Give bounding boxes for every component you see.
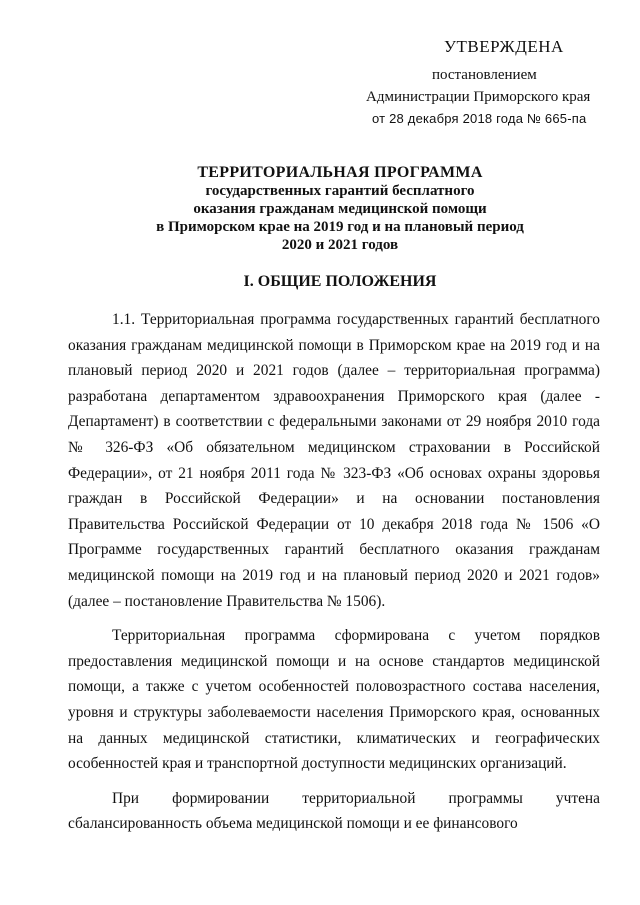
approval-line-resolution: постановлением <box>432 67 537 83</box>
paragraph-2: Территориальная программа сформирована с учетом порядков предоставления медицинской помощи и на основе стандартов медицинской помощи, а также с учетом особенностей половозрастного состава населения, уровня и структуры заболеваемости населения Приморского края, основанных на данных медицинской статистики, климатических и географических особенностей края и транспортной доступности медицинских организаций. <box>68 627 600 773</box>
paragraph-3: При формировании территориальной программы учтена сбалансированность объема медицинской помощи и ее финансового <box>68 789 600 833</box>
program-title <box>80 164 600 254</box>
section-title: I. ОБЩИЕ ПОЛОЖЕНИЯ <box>243 273 437 290</box>
approval-title: УТВЕРЖДЕНА <box>444 37 564 56</box>
approval-line-administration: Администрации Приморского края <box>366 89 591 105</box>
program-title-line-1: ТЕРРИТОРИАЛЬНАЯ ПРОГРАММА <box>197 164 483 181</box>
program-title-line-5: 2020 и 2021 годов <box>281 237 399 253</box>
approval-stamp <box>356 36 616 130</box>
program-title-line-3: оказания гражданам медицинской помощи <box>193 201 487 217</box>
paragraph-1: 1.1. Территориальная программа государственных гарантий бесплатного оказания гражданам медицинской помощи в Приморском крае на 2019 год и на плановый период 2020 и 2021 годов (далее – территориальная программа) разработана департаментом здравоохранения Приморского края (далее - Департамент) в соответствии с федеральными законами от 29 ноября 2010 года № 326-ФЗ «Об обязательном медицинском страховании в Российской Федерации», от 21 ноября 2011 года № 323-ФЗ «Об основах охраны здоровья граждан в Российской Федерации» и на основании постановления Правительства Российской Федерации от 10 декабря 2018 года № 1506 «О Программе государственных гарантий бесплатного оказания гражданам медицинской помощи на 2019 год и на плановый период 2020 и 2021 годов» (далее – постановление Правительства № 1506). <box>68 311 600 610</box>
program-title-line-2: государственных гарантий бесплатного <box>205 183 475 199</box>
body-text <box>68 307 600 837</box>
program-title-line-4: в Приморском крае на 2019 год и на плановый период <box>156 219 524 235</box>
approval-line-date-number: от 28 декабря 2018 года № 665-па <box>372 111 587 126</box>
